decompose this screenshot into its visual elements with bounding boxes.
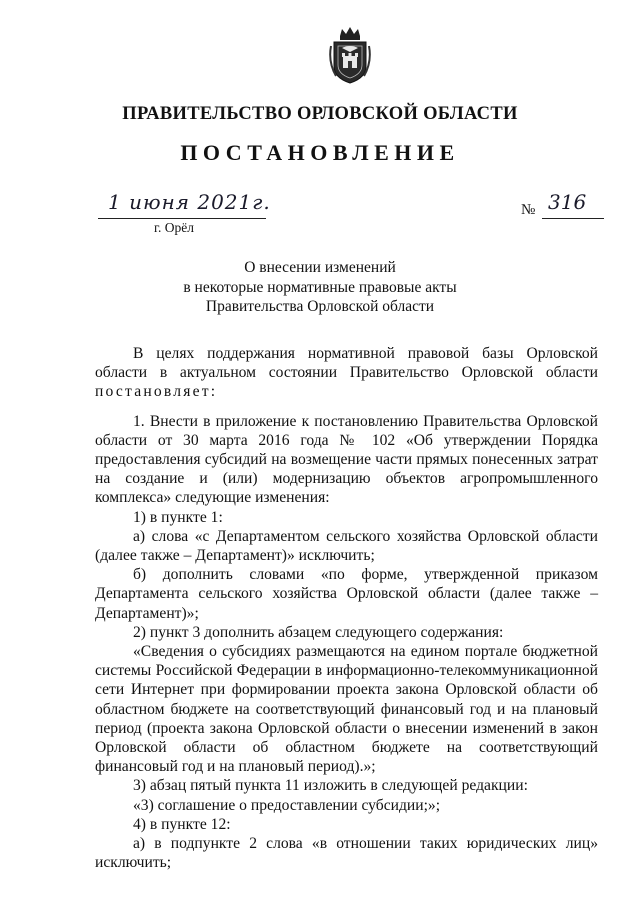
subject-line-3: Правительства Орловской области bbox=[205, 298, 435, 315]
coat-of-arms-icon bbox=[328, 26, 372, 84]
document-body bbox=[95, 344, 598, 872]
item-1-subitem-1: 1) в пункте 1: bbox=[133, 508, 223, 526]
item-1: 1. Внести в приложение к постановлению Правительства Орловской области от 30 марта 2016 года № 102 «Об утверждении Порядка предоставления субсидий на возмещение части прямых понесенных затрат на создание и (или) модернизацию объектов агропромышленного комплекса» следующие изменения: bbox=[95, 412, 598, 507]
item-1-subitem-3-quote: «3) соглашение о предоставлении субсидии;»; bbox=[133, 796, 441, 814]
item-1-subitem-1-a: а) слова «с Департаментом сельского хозяйства Орловской области (далее также – Департамент)» исключить; bbox=[95, 527, 598, 565]
document-number: 316 bbox=[548, 190, 587, 214]
government-title: ПРАВИТЕЛЬСТВО ОРЛОВСКОЙ ОБЛАСТИ bbox=[122, 104, 518, 124]
document-date: 1 июня 2021г. bbox=[108, 190, 271, 214]
subject-line-2: в некоторые нормативные правовые акты bbox=[183, 278, 457, 296]
item-1-subitem-2: 2) пункт 3 дополнить абзацем следующего содержания: bbox=[133, 623, 504, 641]
preamble-paragraph bbox=[95, 344, 598, 402]
number-label: № bbox=[521, 202, 536, 218]
preamble-text: В целях поддержания нормативной правовой базы Орловской области в актуальном состоянии Правительство Орловской области bbox=[95, 345, 598, 382]
document-type: ПОСТАНОВЛЕНИЕ bbox=[180, 140, 460, 165]
document-city: г. Орёл bbox=[154, 220, 194, 235]
item-1-subitem-1-b: б) дополнить словами «по форме, утвержденной приказом Департамента сельского хозяйства Орловской области (далее также – Департамент)»; bbox=[95, 566, 598, 622]
document-subject bbox=[0, 258, 640, 317]
item-1-subitem-2-quote: «Сведения о субсидиях размещаются на едином портале бюджетной системы Российской Федерации в информационно-телекоммуникационной сети Интернет при формировании проекта закона Орловской области об областном бюджете на соответствующий финансовый год и на плановый период (проекта закона Орловской области о внесении изменений в закон Орловской области об областном бюджете на соответствующий финансовый год и на плановый период).»; bbox=[95, 643, 598, 776]
item-1-subitem-3: 3) абзац пятый пункта 11 изложить в следующей редакции: bbox=[133, 777, 528, 795]
item-1-subitem-4-a: а) в подпункте 2 слова «в отношении таких юридических лиц» исключить; bbox=[95, 835, 598, 872]
item-1-subitem-4: 4) в пункте 12: bbox=[133, 815, 231, 833]
subject-line-1: О внесении изменений bbox=[244, 259, 396, 276]
preamble-decree-word: постановляет: bbox=[95, 383, 218, 401]
